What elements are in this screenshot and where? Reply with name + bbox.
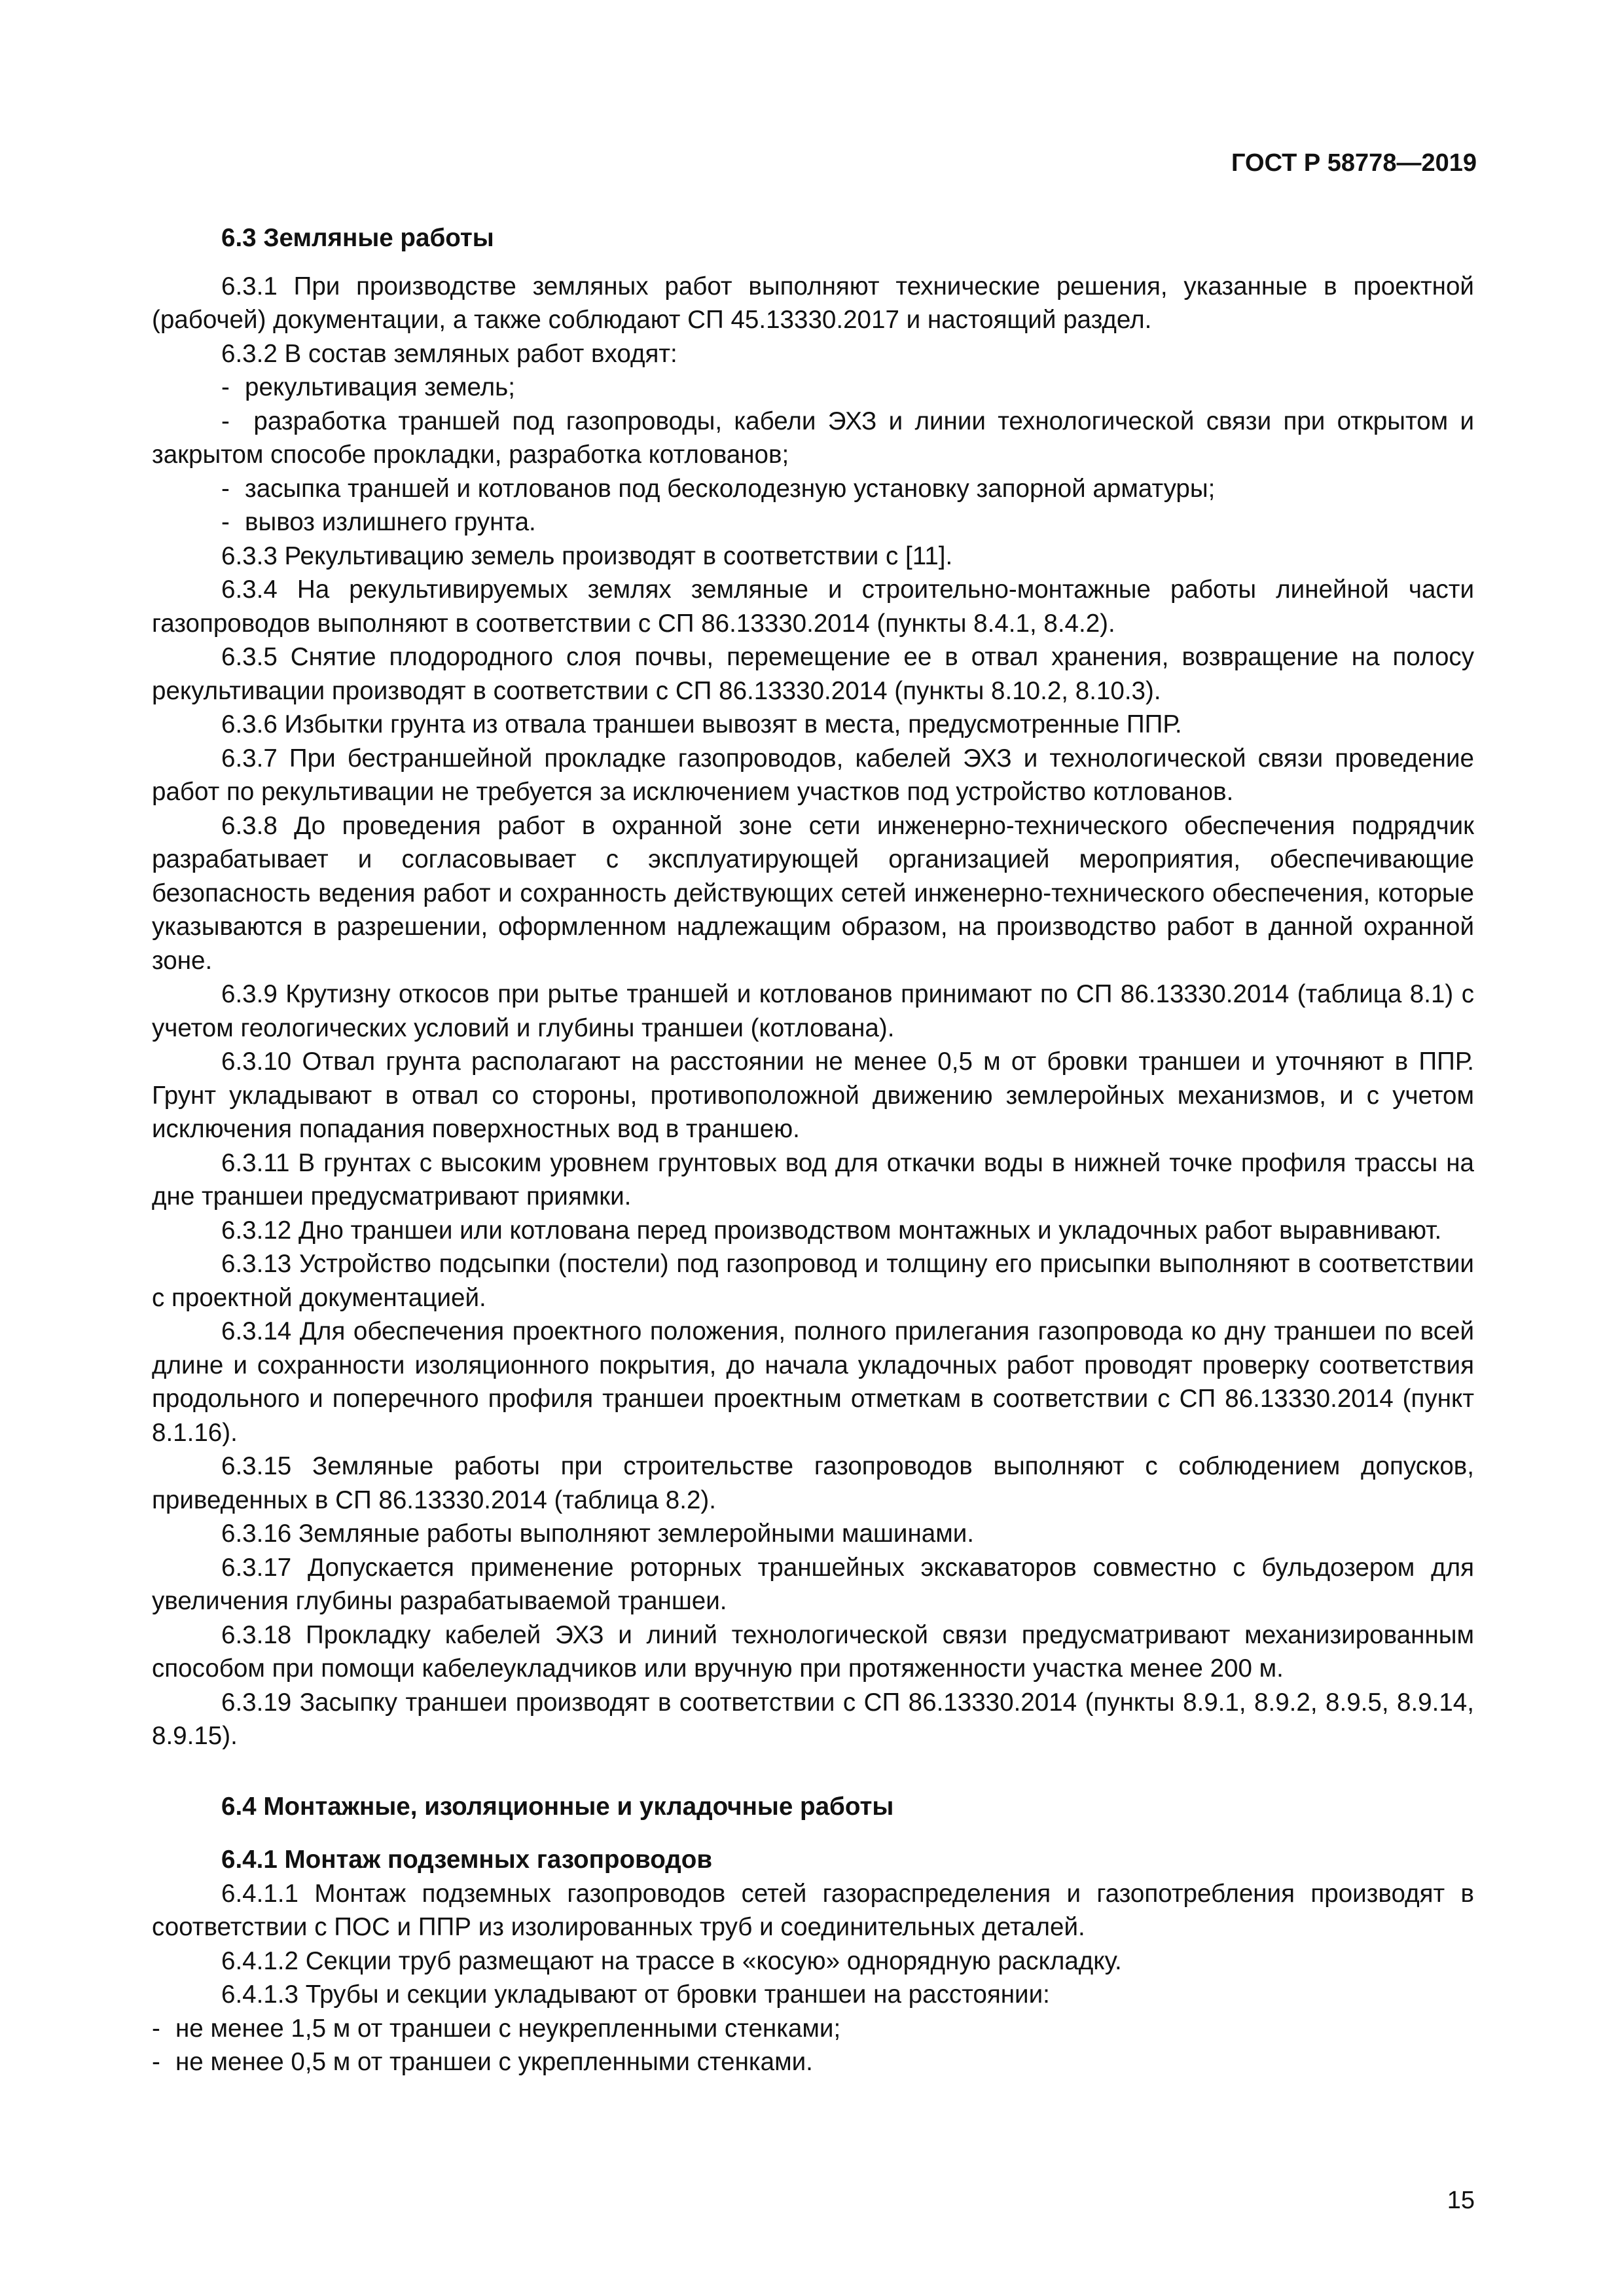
paragraph-6-3-14: 6.3.14 Для обеспечения проектного положения, полного прилегания газопровода ко дну траншеи по всей длине и сохранности изоляционного покрытия, до начала укладочных работ проводят проверку соответствия продольного и поперечного профиля траншеи проектным отметкам в соответствии с СП 86.13330.2014 (пункт 8.1.16).: [152, 1317, 1474, 1447]
bullet-dash: -: [152, 2014, 160, 2043]
list-item-text: разработка траншей под газопроводы, кабели ЭХЗ и линии технологической связи при открытом и закрытом способе прокладки, разработка котлованов;: [152, 407, 1475, 469]
section-heading-6-3: 6.3 Земляные работы: [221, 224, 494, 252]
bullet-dash: -: [221, 407, 230, 435]
section-heading-6-4: 6.4 Монтажные, изоляционные и укладочные работы: [221, 1792, 894, 1821]
list-item-text: не менее 1,5 м от траншеи с неукрепленными стенками;: [175, 2014, 841, 2043]
paragraph-6-3-2: 6.3.2 В состав земляных работ входят:: [221, 339, 677, 368]
paragraph-6-3-4: 6.3.4 На рекультивируемых землях земляные и строительно-монтажные работы линейной части газопроводов выполняют в соответствии с СП 86.13330.2014 (пункты 8.4.1, 8.4.2).: [152, 575, 1474, 638]
paragraph-6-3-7: 6.3.7 При бестраншейной прокладке газопроводов, кабелей ЭХЗ и технологической связи проведение работ по рекультивации не требуется за исключением участков под устройство котлованов.: [152, 744, 1474, 806]
paragraph-6-3-3: 6.3.3 Рекультивацию земель производят в соответствии с [11].: [221, 541, 953, 570]
bullet-dash: -: [152, 2048, 160, 2076]
paragraph-6-4-1-2: 6.4.1.2 Секции труб размещают на трассе в «косую» однорядную раскладку.: [221, 1946, 1122, 1975]
list-item-text: рекультивация земель;: [245, 373, 515, 401]
paragraph-6-3-13: 6.3.13 Устройство подсыпки (постели) под газопровод и толщину его присыпки выполняют в соответствии с проектной документацией.: [152, 1250, 1474, 1312]
paragraph-6-3-10: 6.3.10 Отвал грунта располагают на расстоянии не менее 0,5 м от бровки траншеи и уточняют в ППР. Грунт укладывают в отвал со стороны, противоположной движению землеройных механизмов, и с учетом исключения попадания поверхностных вод в траншею.: [152, 1048, 1474, 1143]
page-number: 15: [1447, 2187, 1475, 2214]
list-item-text: засыпка траншей и котлованов под бесколодезную установку запорной арматуры;: [245, 474, 1216, 503]
paragraph-6-3-19: 6.3.19 Засыпку траншеи производят в соответствии с СП 86.13330.2014 (пункты 8.9.1, 8.9.2, 8.9.5, 8.9.14, 8.9.15).: [152, 1688, 1474, 1750]
bullet-dash: -: [221, 373, 230, 401]
paragraph-6-4-1-1: 6.4.1.1 Монтаж подземных газопроводов сетей газораспределения и газопотребления производят в соответствии с ПОС и ППР из изолированных труб и соединительных деталей.: [152, 1879, 1474, 1941]
list-item: [152, 405, 1474, 472]
subsection-heading-6-4-1: 6.4.1 Монтаж подземных газопроводов: [221, 1846, 713, 1874]
list-item: [152, 505, 1474, 539]
paragraph-6-3-5: 6.3.5 Снятие плодородного слоя почвы, перемещение ее в отвал хранения, возвращение на полосу рекультивации производят в соответствии с СП 86.13330.2014 (пункты 8.10.2, 8.10.3).: [152, 643, 1474, 705]
paragraph-6-3-12: 6.3.12 Дно траншеи или котлована перед производством монтажных и укладочных работ выравнивают.: [221, 1216, 1442, 1245]
page-content: [152, 221, 1474, 2079]
document-id-header: ГОСТ Р 58778—2019: [1231, 149, 1477, 177]
list-item: [152, 2045, 1474, 2079]
list-item: [152, 371, 1474, 405]
paragraph-6-3-16: 6.3.16 Земляные работы выполняют землеройными машинами.: [221, 1520, 974, 1548]
paragraph-6-3-15: 6.3.15 Земляные работы при строительстве газопроводов выполняют с соблюдением допусков, приведенных в СП 86.13330.2014 (таблица 8.2).: [152, 1452, 1474, 1514]
paragraph-6-3-17: 6.3.17 Допускается применение роторных траншейных экскаваторов совместно с бульдозером для увеличения глубины разрабатываемой траншеи.: [152, 1553, 1474, 1615]
list-item-text: вывоз излишнего грунта.: [245, 508, 536, 536]
paragraph-6-3-18: 6.3.18 Прокладку кабелей ЭХЗ и линий технологической связи предусматривают механизированным способом при помощи кабелеукладчиков или вручную при протяженности участка менее 200 м.: [152, 1620, 1474, 1683]
list-item-text: не менее 0,5 м от траншеи с укрепленными стенками.: [175, 2048, 813, 2076]
bullet-dash: -: [221, 474, 230, 503]
paragraph-6-3-9: 6.3.9 Крутизну откосов при рытье траншей и котлованов принимают по СП 86.13330.2014 (таблица 8.1) с учетом геологических условий и глубины траншеи (котлована).: [152, 980, 1474, 1042]
paragraph-6-3-8: 6.3.8 До проведения работ в охранной зоне сети инженерно-технического обеспечения подрядчик разрабатывает и согласовывает с эксплуатирующей организацией мероприятия, обеспечивающие безопасность ведения работ и сохранность действующих сетей инженерно-технического обеспечения, которые указываются в разрешении, оформленном надлежащим образом, на производство работ в данной охранной зоне.: [152, 811, 1474, 975]
list-item: [152, 2012, 1474, 2046]
list-item: [152, 472, 1474, 506]
paragraph-6-3-6: 6.3.6 Избытки грунта из отвала траншеи вывозят в места, предусмотренные ППР.: [221, 710, 1182, 738]
paragraph-6-4-1-3: 6.4.1.3 Трубы и секции укладывают от бровки траншеи на расстоянии:: [221, 1980, 1050, 2009]
bullet-dash: -: [221, 508, 230, 536]
paragraph-6-3-11: 6.3.11 В грунтах с высоким уровнем грунтовых вод для откачки воды в нижней точке профиля трассы на дне траншеи предусматривают приямки.: [152, 1148, 1474, 1211]
paragraph-6-3-1: 6.3.1 При производстве земляных работ выполняют технические решения, указанные в проектной (рабочей) документации, а также соблюдают СП 45.13330.2017 и настоящий раздел.: [152, 272, 1474, 334]
